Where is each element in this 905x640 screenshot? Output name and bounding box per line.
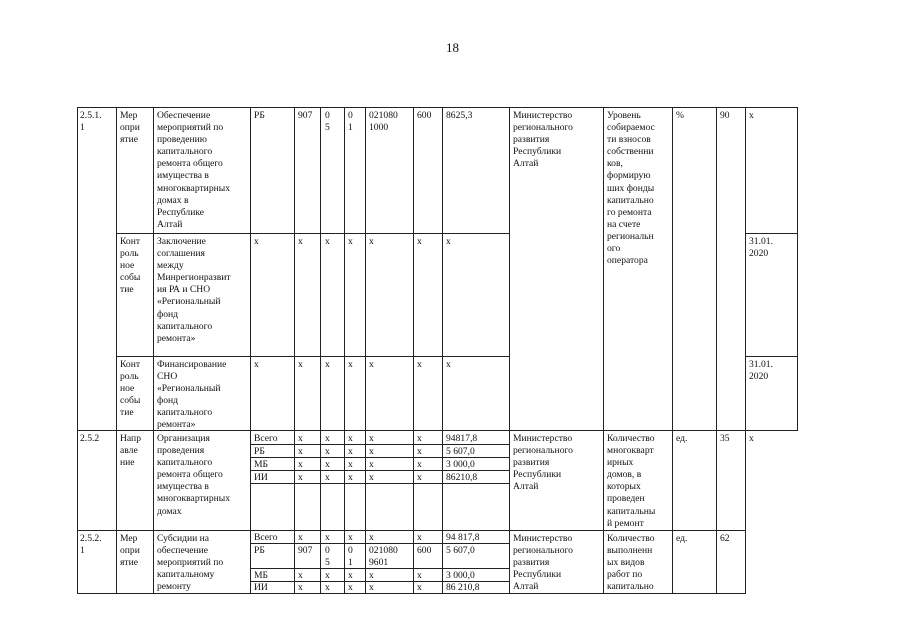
cell-x: х bbox=[325, 582, 330, 593]
row-divider bbox=[745, 233, 798, 234]
amount: 86210,8 bbox=[446, 472, 478, 483]
vr-code: 600 bbox=[417, 110, 432, 121]
cell-x: х bbox=[348, 236, 353, 247]
row-type: Мер опри ятие bbox=[120, 533, 140, 569]
funding-source: МБ bbox=[254, 570, 269, 581]
cell-x: х bbox=[417, 459, 422, 470]
row-type: Конт роль ное собы тие bbox=[120, 359, 141, 419]
cell-x: х bbox=[348, 570, 353, 581]
activity-name: Заключение соглашения между Минрегионразвит ия РА и СНО «Региональный фонд капитального ремонта» bbox=[157, 236, 231, 344]
cell-x: х bbox=[417, 236, 422, 247]
column-divider bbox=[320, 107, 321, 594]
column-divider bbox=[603, 107, 604, 594]
funding-source: РБ bbox=[254, 545, 265, 556]
amount: 5 607,0 bbox=[446, 545, 475, 556]
executor: Министерство регионального развития Республики Алтай bbox=[513, 110, 573, 170]
executor: Министерство регионального развития Республики Алтай bbox=[513, 533, 573, 593]
cell-x: х bbox=[298, 446, 303, 457]
column-divider bbox=[250, 107, 251, 594]
column-divider bbox=[116, 107, 117, 594]
cell-x: х bbox=[417, 433, 422, 444]
funding-source: МБ bbox=[254, 459, 269, 470]
activity-name: Обеспечение мероприятий по проведению капитального ремонта общего имущества в многоквартирных домах в Республике Алтай bbox=[157, 110, 230, 230]
rz-code: 0 5 bbox=[325, 545, 330, 569]
cell-x: х bbox=[417, 446, 422, 457]
cell-x: х bbox=[348, 433, 353, 444]
cell-x: х bbox=[369, 359, 374, 370]
indicator-value: 90 bbox=[720, 110, 730, 121]
cell-x: х bbox=[254, 236, 259, 247]
indicator-value: 35 bbox=[720, 433, 730, 444]
indicator: Уровень собираемос ти взносов собственни ков, формирую ших фонды капитально го ремонта на счете региональн ого оператора bbox=[607, 110, 655, 267]
cell-x: х bbox=[369, 472, 374, 483]
activity-name: Организация проведения капитального ремонта общего имущества в многоквартирных домах bbox=[157, 433, 230, 517]
executor: Министерство регионального развития Республики Алтай bbox=[513, 433, 573, 493]
funding-source: ИИ bbox=[254, 472, 268, 483]
cell-x: х bbox=[325, 446, 330, 457]
cell-x: х bbox=[417, 359, 422, 370]
cell-x: х bbox=[325, 532, 330, 543]
amount: 94817,8 bbox=[446, 433, 478, 444]
column-divider bbox=[413, 107, 414, 594]
column-divider bbox=[797, 107, 798, 431]
cell-x: х bbox=[298, 532, 303, 543]
indicator: Количество выполненн ых видов работ по капитально bbox=[607, 533, 655, 593]
cell-x: х bbox=[369, 446, 374, 457]
cell-x: х bbox=[446, 359, 451, 370]
cell-x: х bbox=[348, 472, 353, 483]
cell-x: х bbox=[369, 433, 374, 444]
amount: 3 000,0 bbox=[446, 459, 475, 470]
cell-x: х bbox=[298, 472, 303, 483]
cell-x: х bbox=[348, 359, 353, 370]
grbs-code: 907 bbox=[298, 110, 313, 121]
row-type: Напр авле ние bbox=[120, 433, 141, 469]
row-number: 2.5.1. 1 bbox=[80, 110, 102, 134]
cell-x: х bbox=[298, 359, 303, 370]
rz-code: 0 5 bbox=[325, 110, 330, 134]
funding-source: Всего bbox=[254, 433, 278, 444]
cell-x: х bbox=[325, 236, 330, 247]
indicator: Количество многокварт ирных домов, в которых проведен капитальны й ремонт bbox=[607, 433, 656, 529]
column-divider bbox=[672, 107, 673, 594]
cell-x: х bbox=[298, 582, 303, 593]
cell-x: х bbox=[446, 236, 451, 247]
amount: 3 000,0 bbox=[446, 570, 475, 581]
cell-x: х bbox=[325, 459, 330, 470]
cell-x: х bbox=[325, 472, 330, 483]
cell-x: х bbox=[298, 570, 303, 581]
grbs-code: 907 bbox=[298, 545, 313, 556]
deadline: 31.01. 2020 bbox=[749, 236, 773, 260]
cell-x: х bbox=[325, 433, 330, 444]
funding-source: РБ bbox=[254, 446, 265, 457]
cell-x: х bbox=[369, 459, 374, 470]
column-divider bbox=[509, 107, 510, 594]
cell-x: х bbox=[325, 359, 330, 370]
column-divider bbox=[77, 107, 78, 594]
cell-x: х bbox=[369, 582, 374, 593]
row-type: Конт роль ное собы тие bbox=[120, 236, 141, 296]
column-divider bbox=[344, 107, 345, 594]
row-divider bbox=[745, 356, 798, 357]
cell-x: х bbox=[325, 570, 330, 581]
amount: 86 210,8 bbox=[446, 582, 480, 593]
deadline: 31.01. 2020 bbox=[749, 359, 773, 383]
deadline: х bbox=[749, 433, 754, 444]
funding-source: ИИ bbox=[254, 582, 268, 593]
cell-x: х bbox=[254, 359, 259, 370]
row-type: Мер опри ятие bbox=[120, 110, 140, 146]
cell-x: х bbox=[348, 446, 353, 457]
amount: 94 817,8 bbox=[446, 532, 480, 543]
page-number: 18 bbox=[446, 40, 459, 55]
csr-code: 021080 9601 bbox=[369, 545, 398, 569]
row-divider bbox=[116, 356, 509, 357]
cell-x: х bbox=[417, 582, 422, 593]
unit: % bbox=[676, 110, 684, 121]
column-divider bbox=[153, 107, 154, 594]
row-number: 2.5.2 bbox=[80, 433, 100, 444]
cell-x: х bbox=[369, 236, 374, 247]
pr-code: 0 1 bbox=[348, 110, 353, 134]
cell-x: х bbox=[417, 570, 422, 581]
cell-x: х bbox=[348, 532, 353, 543]
pr-code: 0 1 bbox=[348, 545, 353, 569]
indicator-value: 62 bbox=[720, 533, 730, 544]
cell-x: х bbox=[298, 459, 303, 470]
column-divider bbox=[716, 107, 717, 594]
cell-x: х bbox=[348, 459, 353, 470]
csr-code: 021080 1000 bbox=[369, 110, 398, 134]
amount: 8625,3 bbox=[446, 110, 473, 121]
activity-name: Финансирование СНО «Региональный фонд капитального ремонта» bbox=[157, 359, 227, 431]
column-divider bbox=[365, 107, 366, 594]
cell-x: х bbox=[417, 532, 422, 543]
cell-x: х bbox=[348, 582, 353, 593]
deadline: х bbox=[749, 110, 754, 121]
row-divider bbox=[116, 233, 509, 234]
activity-name: Субсидии на обеспечение мероприятий по капитальному ремонту bbox=[157, 533, 224, 593]
column-divider bbox=[294, 107, 295, 594]
row-divider bbox=[77, 530, 745, 531]
vr-code: 600 bbox=[417, 545, 432, 556]
amount: 5 607,0 bbox=[446, 446, 475, 457]
cell-x: х bbox=[417, 472, 422, 483]
column-divider bbox=[442, 107, 443, 594]
unit: ед. bbox=[676, 533, 688, 544]
cell-x: х bbox=[369, 532, 374, 543]
cell-x: х bbox=[298, 433, 303, 444]
unit: ед. bbox=[676, 433, 688, 444]
column-divider bbox=[745, 107, 746, 594]
funding-source: РБ bbox=[254, 110, 265, 121]
row-number: 2.5.2. 1 bbox=[80, 533, 102, 557]
funding-source: Всего bbox=[254, 532, 278, 543]
cell-x: х bbox=[298, 236, 303, 247]
table-top-border bbox=[77, 107, 798, 108]
cell-x: х bbox=[369, 570, 374, 581]
